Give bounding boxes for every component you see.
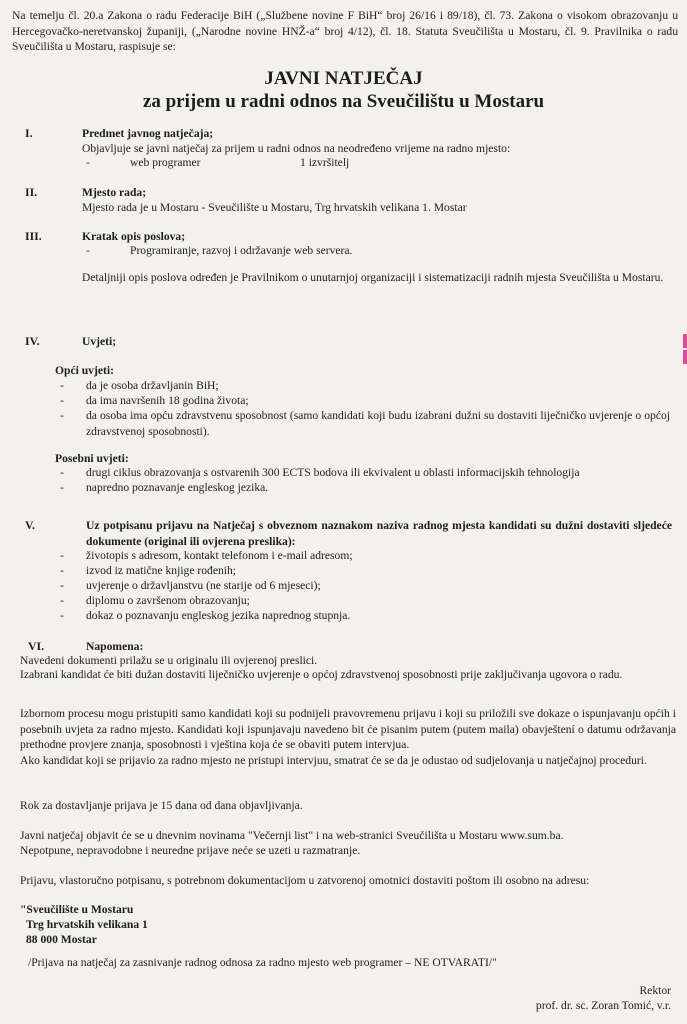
general-condition-2: da ima navršenih 18 godina života; [86,394,249,407]
section-2-number: II. [25,185,38,199]
section-6-number: VI. [28,639,45,653]
section-3-item: Programiranje, razvoj i održavanje web servera. [130,244,353,257]
document-item-4: diplomu o završenom obrazovanju; [86,594,250,607]
special-condition-2: napredno poznavanje engleskog jezika. [86,481,269,494]
address-line-3: 88 000 Mostar [26,933,97,946]
note-incomplete: Nepotpune, nepravodobne i neuredne prijave neće se uzeti u razmatranje. [20,844,361,857]
section-1-text: Objavljuje se javni natječaj za prijem u radni odnos na neodređeno vrijeme na radno mjesto: [82,142,511,155]
general-condition-3: da osoba ima opću zdravstvenu sposobnost (samo kandidati koji budu izabrani dužni su dostaviti liječničko uvjerenje o općoj zdravstvenoj sposobnosti). [86,409,670,438]
special-bullet-2: - [60,481,64,494]
general-bullet-1: - [60,379,64,392]
special-conditions-heading: Posebni uvjeti: [55,452,129,465]
note-paragraph-2: Izabrani kandidat će biti dužan dostaviti liječničko uvjerenje o općoj zdravstvenoj sposobnosti prije zaključivanja ugovora o radu. [20,668,623,681]
doc-bullet-3: - [60,579,64,592]
intro-paragraph: Na temelju čl. 20.a Zakona o radu Federacije BiH („Službene novine F BiH“ broj 26/16 i 89/18), čl. 73. Zakona o visokom obrazovanju u Hercegovačko-neretvanskoj županiji, („Narodne novine HNŽ-a“ broj 4/12), čl. 18. Statuta Sveučilišta u Mostaru, čl. 9. Pravilnika o radu Sveučilišta u Mostaru, raspisuje se: [12,9,678,54]
envelope-note: /Prijava na natječaj za zasnivanje radnog odnosa za radno mjesto web programer – NE OTVARATI/" [28,956,497,969]
general-bullet-2: - [60,394,64,407]
section-6-heading: Napomena: [86,640,144,653]
edge-color-mark-2 [683,350,687,364]
section-1-count: 1 izvršitelj [300,156,350,169]
section-2-text: Mjesto rada je u Mostaru - Sveučilište u Mostaru, Trg hrvatskih velikana 1. Mostar [82,201,467,214]
section-2-heading: Mjesto rada; [82,186,147,199]
title-line-2: za prijem u radni odnos na Sveučilištu u Mostaru [142,91,545,112]
signature-role: Rektor [639,984,671,997]
section-3-text: Detaljniji opis poslova određen je Pravilnikom o unutarnjoj organizaciji i sistematizaciji radnih mjesta Sveučilišta u Mostaru. [82,271,664,284]
document-item-1: životopis s adresom, kontakt telefonom i e-mail adresom; [86,549,353,562]
address-line-2: Trg hrvatskih velikana 1 [26,918,148,931]
general-bullet-3: - [60,409,64,422]
section-1-number: I. [25,126,33,140]
edge-color-mark-1 [683,334,687,348]
section-3-bullet: - [86,244,90,257]
note-deadline: Rok za dostavljanje prijava je 15 dana od dana objavljivanja. [20,799,303,812]
signature-name: prof. dr. sc. Zoran Tomić, v.r. [535,999,671,1012]
note-publication: Javni natječaj objavit će se u dnevnim novinama "Večernji list" i na web-stranici Sveučilišta u Mostaru www.sum.ba. [20,829,564,842]
doc-bullet-1: - [60,549,64,562]
special-bullet-1: - [60,466,64,479]
note-paragraph-3: Izbornom procesu mogu pristupiti samo kandidati koji su podnijeli pravovremenu prijavu i koji su priložili sve dokaze o ispunjavanju općih i posebnih uvjeta za radno mjesto. Kandidati koji ispunjavaju navedeno bit će pisanim putem (putem maila) obavještení o datumu održavanja prethodne provjere znanja, sposobnosti i vještina koja će se obaviti putem intervjua. [20,707,676,752]
title-line-1: JAVNI NATJEČAJ [264,68,423,89]
note-paragraph-1: Navedeni dokumenti prilažu se u originalu ili ovjerenoj preslici. [20,654,318,667]
section-5-number: V. [25,518,35,532]
section-5-heading: Uz potpisanu prijavu na Natječaj s obveznom naznakom naziva radnog mjesta kandidati su dužni dostaviti sljedeće dokumente (original ili ovjerena preslika): [86,519,672,548]
document-item-3: uvjerenje o državljanstvu (ne starije od 6 mjeseci); [86,579,321,592]
general-conditions-heading: Opći uvjeti: [55,364,114,377]
doc-bullet-5: - [60,609,64,622]
note-paragraph-4: Ako kandidat koji se prijavio za radno mjesto ne pristupi intervjuu, smatrat će se da je odustao od sudjelovanja u natječajnoj proceduri. [20,754,647,767]
section-3-number: III. [25,229,42,243]
section-3-heading: Kratak opis poslova; [82,230,186,243]
doc-bullet-4: - [60,594,64,607]
doc-bullet-2: - [60,564,64,577]
section-1-heading: Predmet javnog natječaja; [82,127,214,140]
special-condition-1: drugi ciklus obrazovanja s ostvarenih 300 ECTS bodova ili ekvivalent u oblasti informacijskih tehnologija [86,466,580,479]
section-4-heading: Uvjeti; [82,335,117,348]
general-condition-1: da je osoba državljanin BiH; [86,379,219,392]
document-item-2: izvod iz matične knjige rođenih; [86,564,237,577]
note-submission: Prijavu, vlastoručno potpisanu, s potrebnom dokumentacijom u zatvorenoj omotnici dostaviti poštom ili osobno na adresu: [20,874,590,887]
address-line-1: "Sveučilište u Mostaru [20,903,134,916]
section-1-position: web programer [130,156,201,169]
section-4-number: IV. [25,334,40,348]
section-1-bullet: - [86,156,90,169]
document-item-5: dokaz o poznavanju engleskog jezika naprednog stupnja. [86,609,351,622]
